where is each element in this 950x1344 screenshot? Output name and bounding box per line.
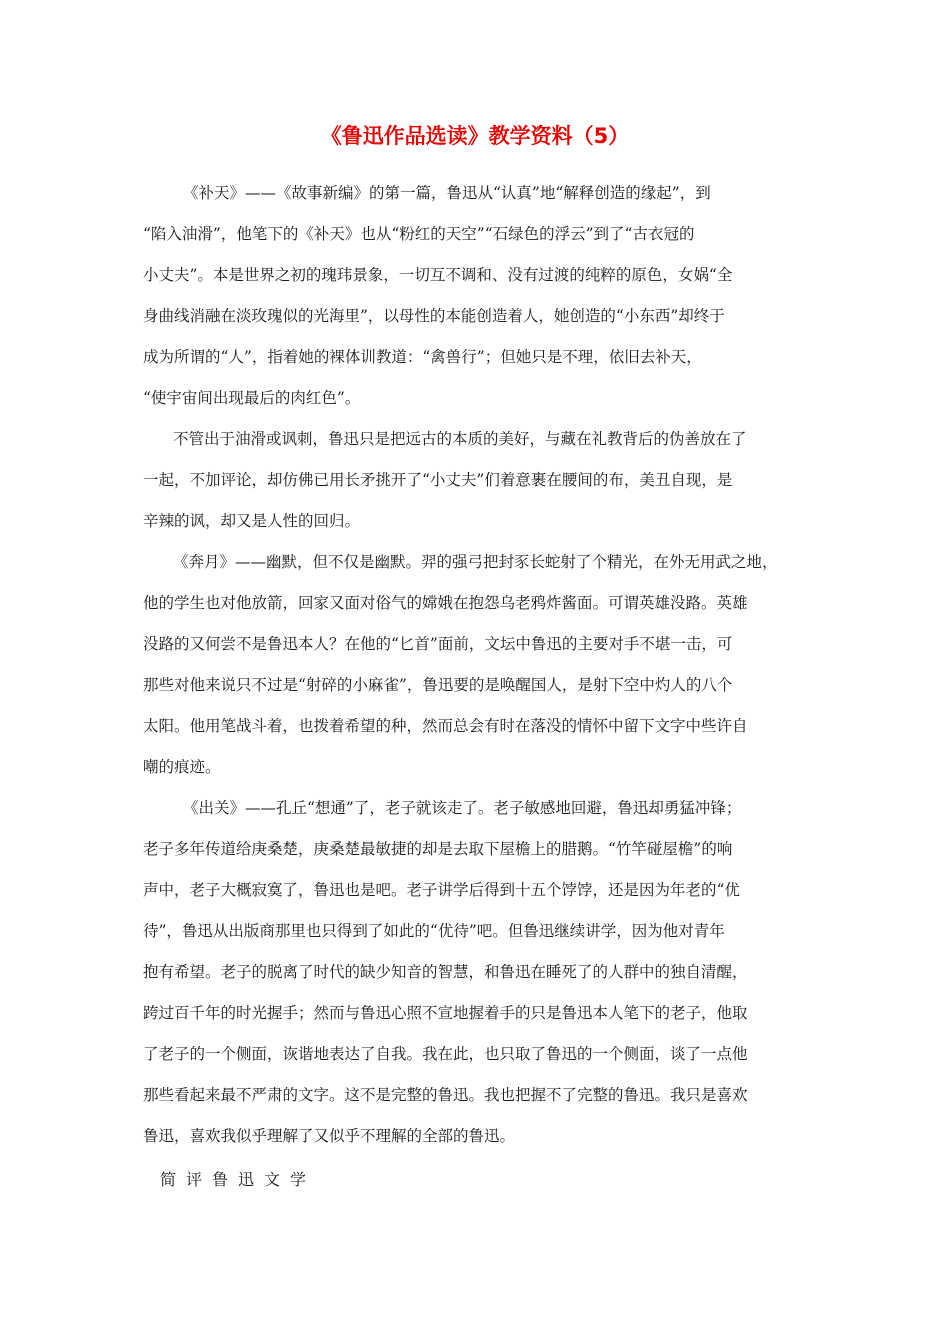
paragraph-line: 太阳。他用笔战斗着，也拨着希望的种，然而总会有时在落没的情怀中留下文字中些许自 bbox=[143, 717, 748, 735]
paragraph-line: 他的学生也对他放箭，回家又面对俗气的嫦娥在抱怨乌老鸦炸酱面。可谓英雄没路。英雄 bbox=[143, 594, 748, 612]
paragraph-line: 辛辣的讽，却又是人性的回归。 bbox=[143, 512, 361, 530]
paragraph-line: 待”，鲁迅从出版商那里也只得到了如此的“优待”吧。但鲁迅继续讲学，因为他对青年 bbox=[143, 922, 725, 940]
paragraph-line: 身曲线消融在淡玫瑰似的光海里”，以母性的本能创造着人，她创造的“小东西”却终于 bbox=[143, 307, 725, 325]
section-heading: 简评鲁迅文学 bbox=[160, 1170, 317, 1189]
paragraph-line: 那些对他来说只不过是“射碎的小麻雀”，鲁迅要的是唤醒国人，是射下空中灼人的八个 bbox=[143, 676, 733, 694]
paragraph-line: “陷入油滑”，他笔下的《补天》也从“粉红的天空”“石绿色的浮云”到了“古衣冠的 bbox=[143, 225, 695, 243]
paragraph-line: 老子多年传道给庚桑楚，庚桑楚最敏捷的却是去取下屋檐上的腊鹅。“竹竿碰屋檐”的响 bbox=[143, 840, 733, 858]
paragraph-line: 抱有希望。老子的脱离了时代的缺少知音的智慧，和鲁迅在睡死了的人群中的独自清醒， bbox=[143, 963, 748, 981]
paragraph-line: 小丈夫”。本是世界之初的瑰玮景象，一切互不调和、没有过渡的纯粹的原色，女娲“全 bbox=[143, 266, 733, 284]
paragraph-line: 不管出于油滑或讽刺，鲁迅只是把远古的本质的美好，与藏在礼教背后的伪善放在了 bbox=[173, 430, 747, 448]
paragraph-line: 《出关》——孔丘“想通”了，老子就该走了。老子敏感地回避，鲁迅却勇猛冲锋； bbox=[183, 799, 742, 817]
paragraph-line: 没路的又何尝不是鲁迅本人？在他的“匕首”面前，文坛中鲁迅的主要对手不堪一击，可 bbox=[143, 635, 733, 653]
article-body bbox=[143, 173, 813, 1157]
paragraph-line: “使宇宙间出现最后的肉红色”。 bbox=[143, 389, 361, 407]
paragraph-line: 嘲的痕迹。 bbox=[143, 758, 221, 776]
paragraph-line: 跨过百千年的时光握手；然而与鲁迅心照不宣地握着手的只是鲁迅本人笔下的老子，他取 bbox=[143, 1004, 748, 1022]
paragraph-line: 了老子的一个侧面，诙谐地表达了自我。我在此，也只取了鲁迅的一个侧面，谈了一点他 bbox=[143, 1045, 748, 1063]
paragraph-line: 那些看起来最不严肃的文字。这不是完整的鲁迅。我也把握不了完整的鲁迅。我只是喜欢 bbox=[143, 1086, 748, 1104]
paragraph-line: 《奔月》——幽默，但不仅是幽默。羿的强弓把封豕长蛇射了个精光，在外无用武之地， bbox=[173, 553, 778, 571]
paragraph-line: 成为所谓的“人”，指着她的裸体训教道：“禽兽行”；但她只是不理，依旧去补天， bbox=[143, 348, 702, 366]
paragraph-line: 一起，不加评论，却仿佛已用长矛挑开了“小丈夫”们着意裹在腰间的布，美丑自现，是 bbox=[143, 471, 733, 489]
paragraph-line: 鲁迅，喜欢我似乎理解了又似乎不理解的全部的鲁迅。 bbox=[143, 1127, 516, 1145]
page-title: 《鲁迅作品选读》教学资料（5） bbox=[320, 124, 630, 148]
paragraph-line: 声中，老子大概寂寞了，鲁迅也是吧。老子讲学后得到十五个饽饽，还是因为年老的“优 bbox=[143, 881, 740, 899]
paragraph-line: 《补天》——《故事新编》的第一篇，鲁迅从“认真”地“解释创造的缘起”，到 bbox=[183, 184, 711, 202]
